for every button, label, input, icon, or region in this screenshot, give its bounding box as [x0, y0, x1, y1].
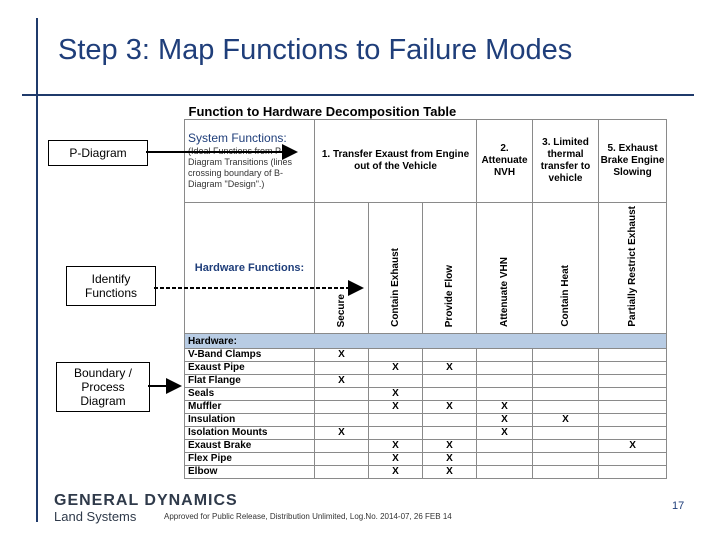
mapping-cell: X — [423, 440, 477, 453]
mapping-cell: X — [315, 427, 369, 440]
hardware-header: Hardware: — [185, 334, 667, 349]
hardware-name-cell: Seals — [185, 388, 315, 401]
mapping-cell: X — [423, 401, 477, 414]
logo-sub-text: Land Systems — [54, 509, 137, 524]
mapping-cell: X — [423, 466, 477, 479]
hardware-name-cell: Exaust Brake — [185, 440, 315, 453]
mapping-cell: X — [599, 440, 667, 453]
hardware-name-cell: Elbow — [185, 466, 315, 479]
mapping-cell: X — [369, 440, 423, 453]
mapping-cell: X — [369, 466, 423, 479]
hw-fn-contain-exhaust: Contain Exhaust — [390, 248, 401, 327]
hardware-name-cell: Insulation — [185, 414, 315, 427]
mapping-cell: X — [369, 453, 423, 466]
mapping-cell: X — [315, 375, 369, 388]
system-function-3: 3. Limited thermal transfer to vehicle — [533, 120, 599, 203]
identify-functions-label: Identify Functions — [84, 272, 138, 300]
mapping-cell: X — [477, 427, 533, 440]
hardware-functions-label: Hardware Functions: — [185, 203, 315, 334]
hw-fn-secure: Secure — [336, 293, 347, 327]
hw-fn-partially-restrict-exhaust: Partially Restrict Exhaust — [627, 206, 639, 327]
boundary-diagram-label: Boundary / Process Diagram — [73, 366, 133, 408]
system-function-5: 5. Exhaust Brake Engine Slowing — [599, 120, 667, 203]
system-functions-label: System Functions: — [188, 130, 287, 145]
system-functions-note: (Ideal Functions from P-Diagram Transitions (lines crossing boundary of B-Diagram "Design".) — [188, 145, 293, 189]
hw-fn-contain-heat: Contain Heat — [560, 265, 571, 327]
mapping-cell: X — [315, 349, 369, 362]
mapping-cell: X — [533, 414, 599, 427]
footer-note: Approved for Public Release, Distribution Unlimited, Log.No. 2014-07, 26 FEB 14 — [164, 512, 452, 521]
page-number: 17 — [672, 500, 685, 512]
hw-fn-attenuate-vhn: Attenuate VHN — [499, 256, 510, 327]
mapping-cell: X — [477, 401, 533, 414]
system-function-2: 2. Attenuate NVH — [477, 120, 533, 203]
logo-main-text: GENERAL DYNAMICS — [54, 492, 238, 509]
hw-fn-provide-flow: Provide Flow — [444, 264, 455, 327]
mapping-cell: X — [369, 362, 423, 375]
hardware-name-cell: Flex Pipe — [185, 453, 315, 466]
hardware-name-cell: Flat Flange — [185, 375, 315, 388]
hardware-name-cell: Exaust Pipe — [185, 362, 315, 375]
mapping-cell: X — [423, 453, 477, 466]
system-function-1: 1. Transfer Exaust from Engine out of the Vehicle — [315, 120, 477, 203]
hardware-name-cell: Isolation Mounts — [185, 427, 315, 440]
slide-title: Step 3: Map Functions to Failure Modes — [58, 34, 573, 66]
hardware-name-cell: Muffler — [185, 401, 315, 414]
mapping-cell: X — [369, 388, 423, 401]
p-diagram-label: P-Diagram — [69, 146, 127, 160]
hardware-name-cell: V-Band Clamps — [185, 349, 315, 362]
mapping-cell: X — [369, 401, 423, 414]
table-title: Function to Hardware Decomposition Table — [188, 104, 457, 119]
mapping-cell: X — [423, 362, 477, 375]
mapping-cell: X — [477, 414, 533, 427]
